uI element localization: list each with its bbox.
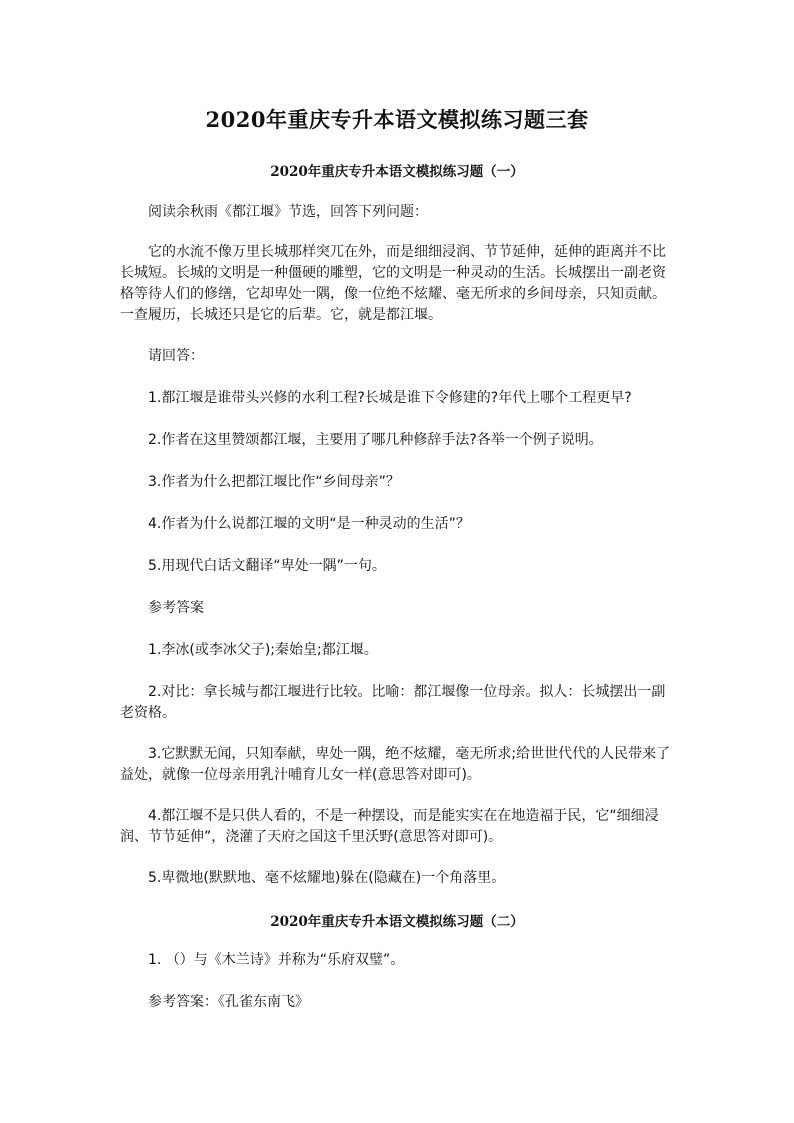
question-item: 5.用现代白话文翻译“卑处一隅”一句。 (148, 558, 386, 574)
question-item: 2.作者在这里赞颂都江堰，主要用了哪几种修辞手法?各举一个例子说明。 (148, 432, 603, 448)
passage-line: 格等待人们的修缮，它却卑处一隅，像一位绝不炫耀、毫无所求的乡间母亲，只知贡献。 (120, 286, 666, 302)
document-title: 2020年重庆专升本语文模拟练习题三套 (205, 107, 589, 132)
question-item: 1.都江堰是谁带头兴修的水利工程?长城是谁下令修建的?年代上哪个工程更早? (148, 390, 632, 406)
answer-line: 4.都江堰不是只供人看的，不是一种摆设，而是能实实在在地造福于民，它“细细浸 (148, 808, 659, 824)
answer-line: 2.对比：拿长城与都江堰进行比较。比喻：都江堰像一位母亲。拟人：长城摆出一副 (148, 684, 666, 700)
passage-line: 它的水流不像万里长城那样突兀在外，而是细细浸润、节节延伸，延伸的距离并不比 (148, 244, 666, 260)
section-2-answer: 参考答案：《孔雀东南飞》 (148, 994, 309, 1010)
answer-line: 益处，就像一位母亲用乳汁哺育儿女一样(意思答对即可)。 (120, 767, 481, 783)
prompt-label: 请回答： (148, 348, 204, 364)
section-2-heading: 2020年重庆专升本语文模拟练习题（二） (270, 914, 524, 930)
answer-line: 5.卑微地(默默地、毫不炫耀地)躲在(隐藏在)一个角落里。 (148, 870, 506, 886)
answer-line: 老资格。 (120, 705, 176, 721)
passage-line: 长城短。长城的文明是一种僵硬的雕塑，它的文明是一种灵动的生活。长城摆出一副老资 (120, 265, 666, 281)
question-item: 4.作者为什么说都江堰的文明“是一种灵动的生活”？ (148, 516, 470, 532)
section-1-heading: 2020年重庆专升本语文模拟练习题（一） (270, 164, 524, 180)
answer-line: 润、节节延伸”，浇灌了天府之国这千里沃野(意思答对即可)。 (120, 829, 503, 845)
question-item: 3.作者为什么把都江堰比作“乡间母亲”？ (148, 474, 400, 490)
section-1-intro: 阅读余秋雨《都江堰》节选，回答下列问题： (148, 204, 428, 220)
answer-line: 1.李冰(或李冰父子);秦始皇;都江堰。 (148, 642, 378, 658)
passage-line: 一查履历，长城还只是它的后辈。它，就是都江堰。 (120, 307, 442, 323)
answer-line: 3.它默默无闻，只知奉献，卑处一隅，绝不炫耀，毫无所求;给世世代代的人民带来了 (148, 746, 671, 762)
section-2-question: 1. （）与《木兰诗》并称为“乐府双璧”。 (148, 952, 405, 968)
answers-label: 参考答案 (148, 600, 204, 616)
